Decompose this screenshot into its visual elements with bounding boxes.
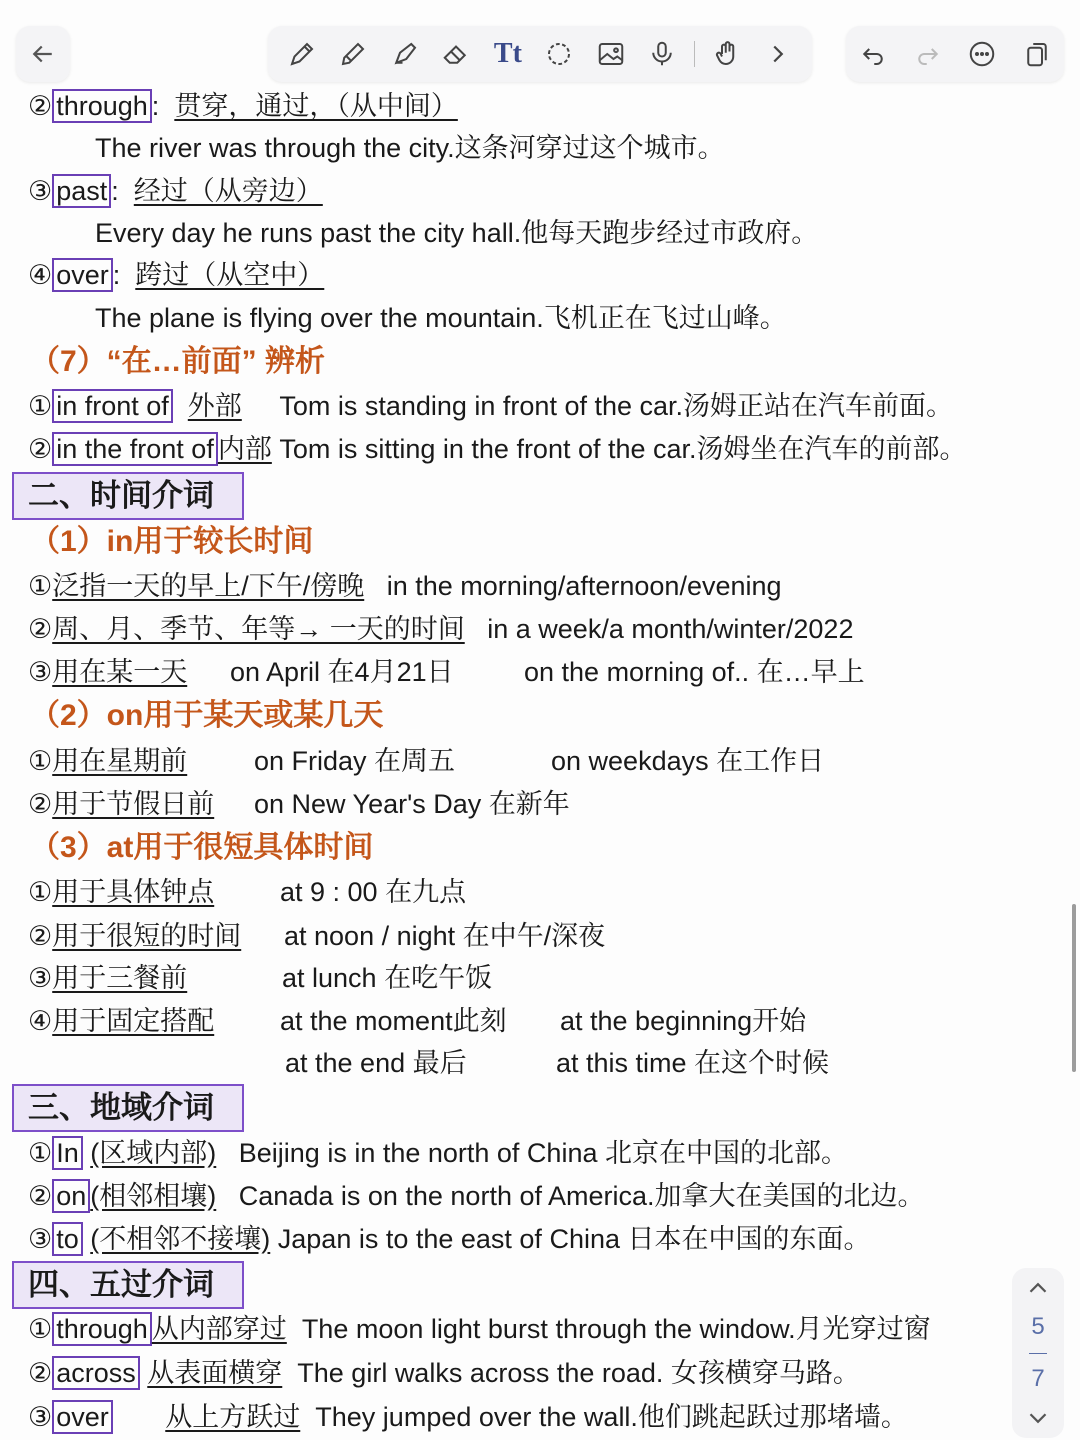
example: at lunch 在吃午饭 [282,963,493,993]
item-number: ① [28,1314,53,1345]
image-tool-button[interactable] [591,34,631,74]
drawing-toolbar [268,26,812,82]
meaning: 经过（从旁边） [133,176,323,206]
rule: 用于固定搭配 [52,1006,215,1036]
meaning: 贯穿，通过，（从中间） [174,91,458,121]
total-pages: 7 [1031,1364,1045,1392]
item-number: ③ [28,1402,53,1433]
note-line [28,743,187,780]
section-heading: 三、地域介词 [12,1084,244,1132]
rule: 周、月、季节、年等→ 一天的时间 [52,614,465,644]
more-tools-button[interactable] [758,34,798,74]
boxed-word: past [52,174,111,208]
note-line [28,874,214,911]
subheading: （3）at用于很短具体时间 [30,831,374,864]
example: on the morning of.. 在…早上 [524,657,865,687]
item-number: ② [28,789,53,820]
hand-icon [712,39,742,69]
back-toolbar [16,26,70,82]
subheading: （7）“在…前面” 辨析 [30,345,326,378]
boxed-word: across [52,1356,140,1390]
rule: 用于节假日前 [52,789,215,819]
note-line [28,1311,931,1348]
chevron-down-icon [1023,1403,1053,1433]
note-line [28,654,187,691]
meaning: 从表面横穿 [147,1358,283,1388]
back-button[interactable] [23,34,63,74]
example-sentence: The moon light burst through the window.月光穿过窗 [301,1314,931,1344]
example: at this time 在这个时候 [556,1048,830,1078]
image-icon [596,39,626,69]
item-number: ③ [28,963,53,994]
example: in a week/a month/winter/2022 [487,614,854,644]
pen-tool-button[interactable] [282,34,322,74]
next-page-button[interactable] [1022,1404,1054,1432]
colon: : [112,260,121,290]
pencil-tool-button[interactable] [333,34,373,74]
example-sentence: Beijing is in the north of China 北京在中国的北部。 [238,1138,848,1168]
note-line [28,1399,908,1436]
note-line [28,88,458,125]
note-line [28,173,323,210]
example: in the morning/afternoon/evening [386,571,782,601]
pen-icon [287,39,317,69]
boxed-word: to [52,1222,83,1256]
boxed-word: through [52,89,152,123]
hand-tool-button[interactable] [707,34,747,74]
pages-button[interactable] [1017,34,1057,74]
redo-button[interactable] [908,34,948,74]
example: at the moment此刻 [280,1006,507,1036]
eraser-tool-button[interactable] [436,34,476,74]
microphone-tool-button[interactable] [642,34,682,74]
example: at noon / night 在中午/深夜 [284,921,606,951]
note-line [28,960,187,997]
note-line [28,918,241,955]
meaning: (区域内部) [90,1138,217,1168]
item-number: ② [28,1181,53,1212]
note-line [28,1178,925,1215]
item-number: ② [28,614,53,645]
note-line [28,431,967,468]
item-number: ④ [28,1006,53,1037]
item-number: ③ [28,176,53,207]
example-sentence: Japan is to the east of China 日本在中国的东面。 [277,1224,871,1254]
meaning: 从上方跃过 [165,1402,301,1432]
example-sentence: Every day he runs past the city hall.他每天跑步经过市政府。 [95,218,819,248]
document-toolbar [846,26,1064,82]
boxed-word: over [52,258,113,292]
example: at 9 : 00 在九点 [280,877,467,907]
note-line [28,1003,214,1040]
example-sentence: Tom is sitting in the front of the car.汤姆坐在汽车的前部。 [279,434,967,464]
example: at the beginning开始 [560,1006,807,1036]
rule: 用在星期前 [52,746,188,776]
item-number: ③ [28,1224,53,1255]
example-sentence: They jumped over the wall.他们跳起跃过那堵墙。 [315,1402,908,1432]
boxed-word: through [52,1312,152,1346]
chevron-right-icon [763,39,793,69]
example-sentence: The plane is flying over the mountain.飞机正在飞过山峰。 [95,303,787,333]
undo-button[interactable] [853,34,893,74]
note-line [28,388,953,425]
rule: 用在某一天 [52,657,188,687]
note-line [28,1135,848,1172]
example: at the end 最后 [285,1048,467,1078]
rule: 用于三餐前 [52,963,188,993]
text-tool-button[interactable] [488,34,528,74]
subheading: （1）in用于较长时间 [30,525,314,558]
rule: 用于很短的时间 [52,921,242,951]
example: on April 在4月21日 [230,657,454,687]
prev-page-button[interactable] [1022,1274,1054,1302]
colon: : [151,91,160,121]
example: on weekdays 在工作日 [551,746,825,776]
item-number: ① [28,571,53,602]
text-icon: Tt [493,38,522,69]
meaning: (不相邻不接壤) [90,1224,271,1254]
highlighter-icon [390,39,420,69]
item-number: ① [28,877,53,908]
rule: 用于具体钟点 [52,877,215,907]
toolbar-divider [694,41,695,67]
boxed-word: over [52,1400,113,1434]
more-icon [967,39,997,69]
colon: : [111,176,119,206]
item-number: ② [28,921,53,952]
pages-icon [1022,39,1052,69]
current-page: 5 [1031,1313,1045,1341]
meaning: (相邻相壤) [90,1181,217,1211]
meaning: 从内部穿过 [151,1314,287,1344]
boxed-word: on [52,1179,90,1213]
item-number: ① [28,391,53,422]
example-sentence: The girl walks across the road. 女孩横穿马路。 [297,1358,860,1388]
undo-icon [858,39,888,69]
example-sentence: Canada is on the north of America.加拿大在美国的北边。 [238,1181,925,1211]
example: on Friday 在周五 [254,746,456,776]
note-line [28,257,324,294]
boxed-word: In [52,1136,83,1170]
meaning: 跨过（从空中） [135,260,325,290]
microphone-icon [647,39,677,69]
example-sentence: The river was through the city.这条河穿过这个城市。 [95,133,725,163]
note-line [28,786,214,823]
meaning: 外部 [187,391,242,421]
item-number: ② [28,1358,53,1389]
boxed-word: in front of [52,389,173,423]
example: on New Year's Day 在新年 [254,789,570,819]
scrollbar[interactable] [1072,904,1076,1072]
section-heading: 二、时间介词 [12,472,244,520]
section-heading: 四、五过介词 [12,1261,244,1309]
note-line [28,1355,860,1392]
pencil-icon [338,39,368,69]
eraser-icon [441,39,471,69]
item-number: ③ [28,657,53,688]
item-number: ② [28,434,53,465]
lasso-icon [544,39,574,69]
boxed-word: in the front of [52,432,218,466]
page-divider [1029,1353,1047,1354]
note-line [28,568,782,605]
subheading: （2）on用于某天或某几天 [30,699,384,732]
lasso-tool-button[interactable] [539,34,579,74]
rule: 泛指一天的早上/下午/傍晚 [52,571,365,601]
arrow-left-icon [28,39,58,69]
page-navigator [1012,1268,1064,1438]
item-number: ④ [28,260,53,291]
item-number: ① [28,1138,53,1169]
note-line [28,611,853,648]
item-number: ① [28,746,53,777]
chevron-up-icon [1023,1273,1053,1303]
note-line [28,1221,871,1258]
highlighter-tool-button[interactable] [385,34,425,74]
example-sentence: Tom is standing in front of the car.汤姆正站在汽车前面。 [279,391,954,421]
redo-icon [913,39,943,69]
item-number: ② [28,91,53,122]
more-options-button[interactable] [962,34,1002,74]
meaning: 内部 [217,434,272,464]
